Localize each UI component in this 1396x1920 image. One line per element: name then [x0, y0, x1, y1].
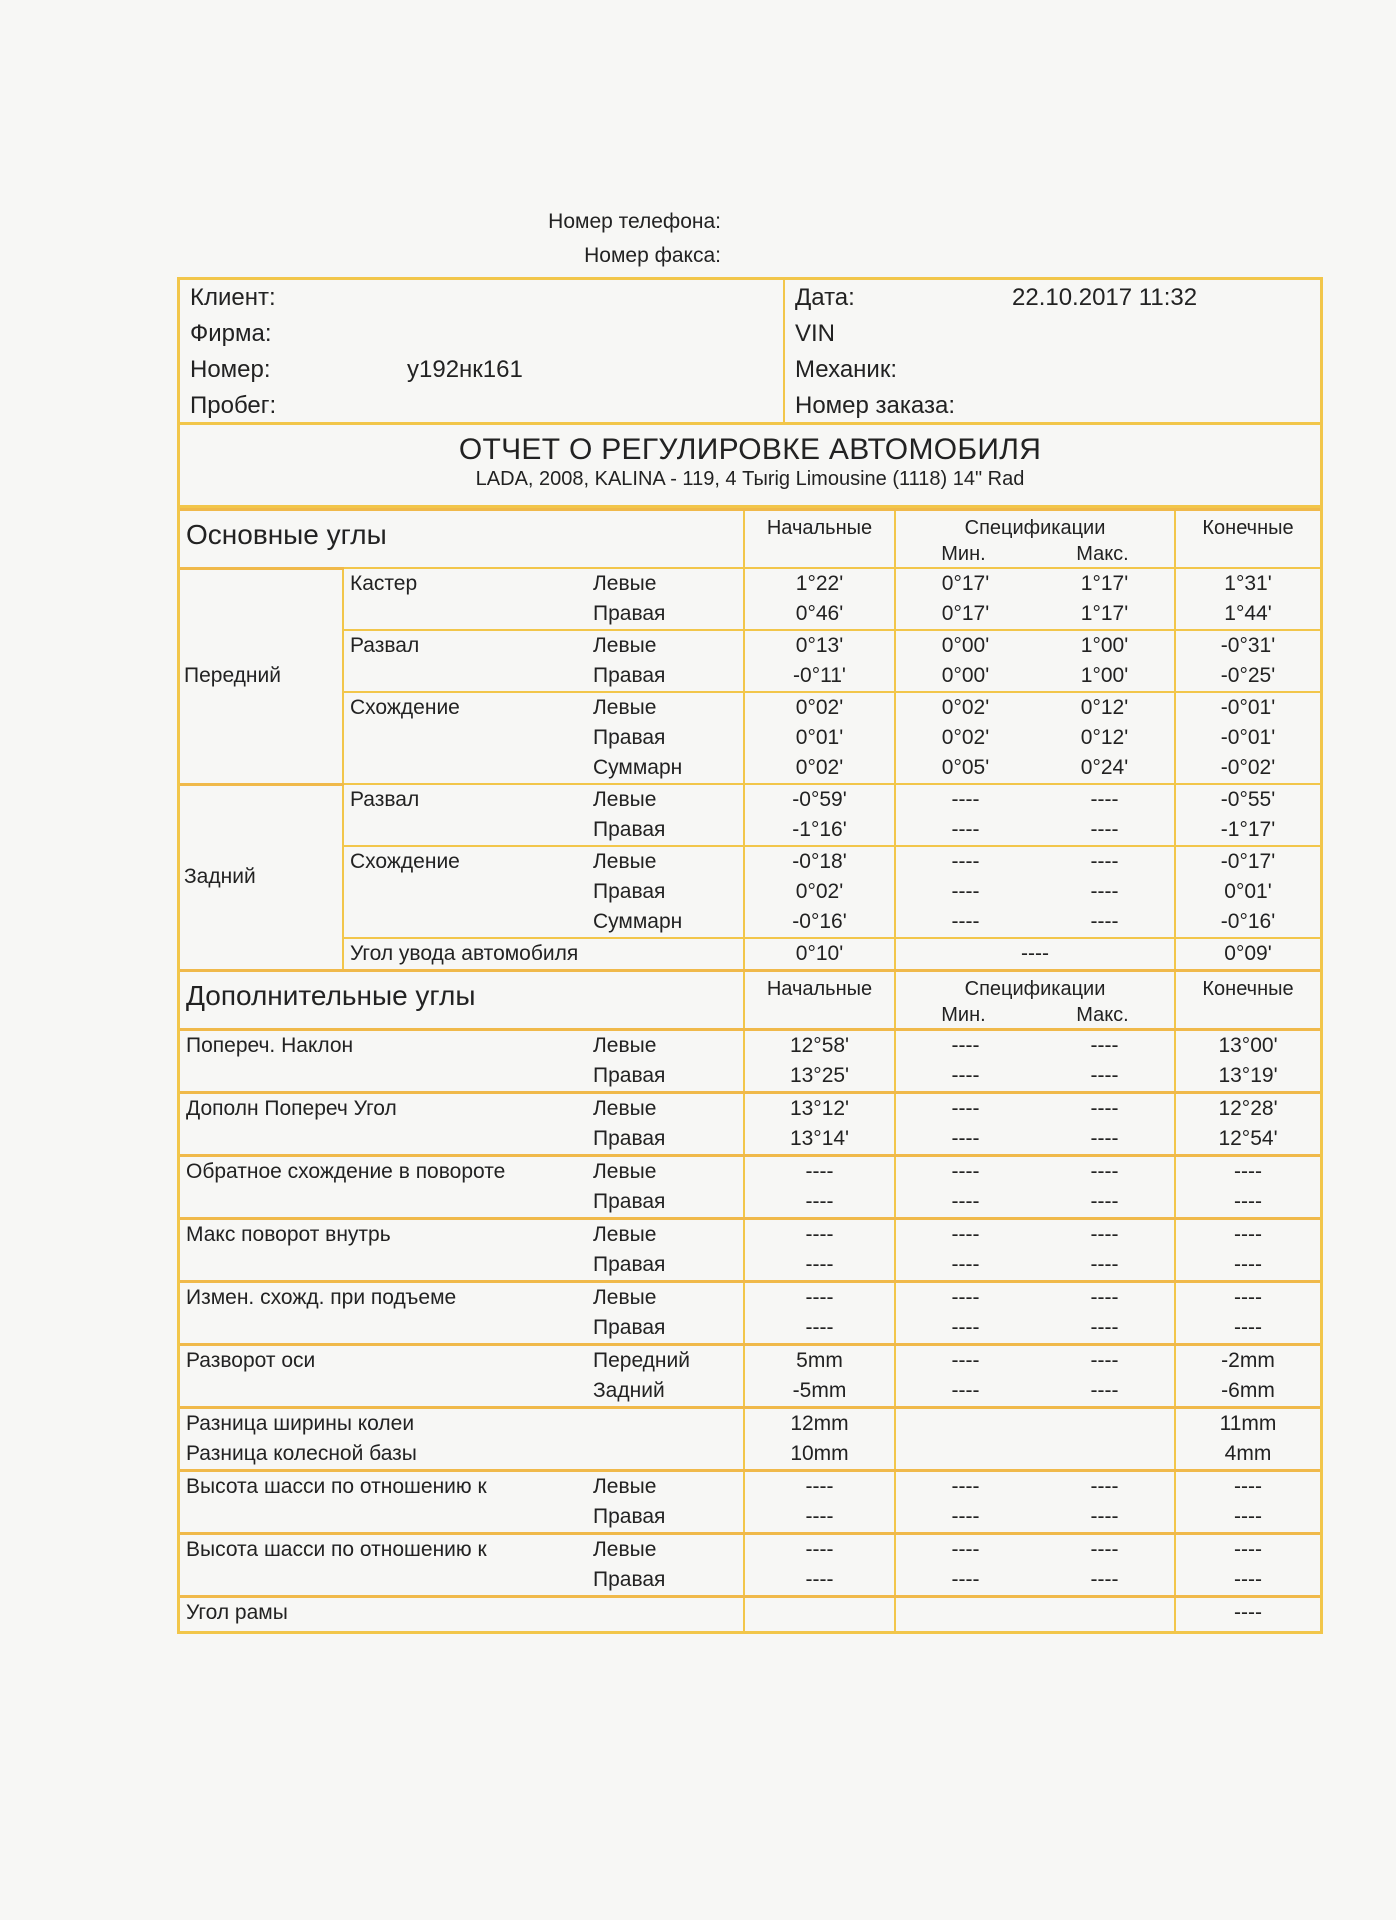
spec-value: ----	[895, 938, 1175, 971]
final-value: ----	[1175, 1250, 1320, 1282]
initial-value: 5mm	[744, 1345, 895, 1377]
table-row	[180, 1345, 1320, 1377]
side-label: Задний	[593, 1379, 665, 1402]
info-row	[795, 280, 1310, 316]
max-value: 1°17'	[1080, 602, 1129, 625]
initial-value: ----	[744, 1156, 895, 1188]
table-row	[180, 938, 1320, 971]
final-value: 12°28'	[1175, 1093, 1320, 1125]
max-value	[1035, 1439, 1175, 1471]
parameter-name: Высота шасси по отношению к	[180, 1534, 593, 1597]
info-value: у192нк161	[407, 356, 523, 383]
final-value: 13°19'	[1175, 1061, 1320, 1093]
parameter-name: Угол рамы	[180, 1597, 593, 1631]
min-value: ----	[895, 1093, 1035, 1125]
report-info	[180, 280, 1320, 425]
info-value: 22.10.2017 11:32	[1012, 284, 1198, 311]
min-value: ----	[895, 877, 1035, 907]
initial-value: 0°46'	[744, 599, 895, 630]
table-row	[180, 1030, 1320, 1062]
side-label	[593, 1439, 744, 1471]
table-row	[180, 630, 1320, 661]
info-label: Фирма:	[190, 320, 272, 347]
side-label: Правая	[593, 880, 666, 903]
final-value: ----	[1175, 1471, 1320, 1503]
final-value: -0°55'	[1175, 784, 1320, 815]
final-value: ----	[1175, 1282, 1320, 1314]
info-label: Дата:	[795, 284, 855, 311]
side-label: Правая	[593, 1505, 666, 1528]
initial-value: ----	[744, 1502, 895, 1534]
max-value	[1035, 1597, 1175, 1631]
parameter-name: Разворот оси	[180, 1345, 593, 1408]
client-info	[180, 280, 785, 422]
side-label	[593, 1597, 744, 1631]
side-label: Левые	[593, 1030, 744, 1062]
initial-value: 0°02'	[744, 692, 895, 723]
min-value: ----	[895, 784, 1035, 815]
side-label: Суммарн	[593, 910, 683, 933]
initial-value: 0°10'	[744, 938, 895, 971]
final-value: 4mm	[1175, 1439, 1320, 1471]
table-row	[180, 1534, 1320, 1566]
table-row	[180, 1408, 1320, 1440]
min-value: ----	[895, 1156, 1035, 1188]
initial-value: ----	[744, 1534, 895, 1566]
initial-column-header: Начальные	[744, 510, 895, 569]
parameter-name: Развал	[343, 630, 593, 692]
side-label: Левые	[593, 1471, 744, 1503]
side-label: Левые	[593, 1219, 744, 1251]
parameter-name: Развал	[343, 784, 593, 846]
axle-label: Задний	[180, 784, 343, 971]
initial-value: 0°02'	[744, 877, 895, 907]
final-value: ----	[1175, 1565, 1320, 1597]
final-value: ----	[1175, 1187, 1320, 1219]
min-value	[895, 1439, 1035, 1471]
table-row	[180, 1282, 1320, 1314]
title-block	[180, 425, 1320, 508]
side-label: Левые	[593, 630, 744, 661]
initial-value: -0°16'	[744, 907, 895, 938]
final-value: -0°16'	[1175, 907, 1320, 938]
info-label: VIN	[795, 320, 836, 347]
final-value: -1°17'	[1175, 815, 1320, 846]
spec-column-header	[895, 971, 1175, 1030]
side-label: Левые	[593, 1282, 744, 1314]
vehicle-description: LADA, 2008, KALINA - 119, 4 Тыrig Limousine (1118) 14" Rad	[475, 468, 1025, 490]
side-label: Правая	[593, 1568, 666, 1591]
initial-value: 13°14'	[744, 1124, 895, 1156]
max-value: ----	[1035, 784, 1175, 815]
max-value: ----	[1090, 880, 1119, 903]
additional-angles-header	[180, 971, 1320, 1030]
max-value: ----	[1090, 1568, 1119, 1591]
min-value: 0°00'	[895, 630, 1035, 661]
parameter-name: Обратное схождение в повороте	[180, 1156, 593, 1219]
side-label: Левые	[593, 1156, 744, 1188]
side-label: Передний	[593, 1345, 744, 1377]
max-label: Макс.	[1076, 1004, 1129, 1026]
min-value: ----	[895, 846, 1035, 877]
info-label: Номер заказа:	[795, 392, 956, 419]
initial-value: -1°16'	[744, 815, 895, 846]
initial-column-header: Начальные	[744, 971, 895, 1030]
info-row	[190, 316, 773, 352]
final-value: -6mm	[1175, 1376, 1320, 1408]
info-row	[795, 388, 1310, 424]
max-value: ----	[1035, 1534, 1175, 1566]
initial-value: 1°22'	[744, 568, 895, 599]
side-label: Правая	[593, 602, 666, 625]
parameter-name: Измен. схожд. при подъеме	[180, 1282, 593, 1345]
axle-label: Передний	[180, 568, 343, 784]
side-label: Правая	[593, 1190, 666, 1213]
side-label: Левые	[593, 846, 744, 877]
parameter-name: Дополн Попереч Угол	[180, 1093, 593, 1156]
max-value: ----	[1090, 1379, 1119, 1402]
table-row	[180, 1219, 1320, 1251]
info-row	[795, 316, 1310, 352]
final-value: -0°25'	[1175, 661, 1320, 692]
side-label: Левые	[593, 1093, 744, 1125]
min-value: ----	[895, 1502, 1035, 1534]
min-value: ----	[895, 1219, 1035, 1251]
min-value: ----	[895, 1376, 1035, 1408]
final-column-header: Конечные	[1175, 510, 1320, 569]
alignment-report	[177, 277, 1323, 1634]
final-value: -2mm	[1175, 1345, 1320, 1377]
side-label: Правая	[593, 818, 666, 841]
side-label: Левые	[593, 692, 744, 723]
initial-value: 0°01'	[744, 723, 895, 753]
max-value: 1°17'	[1035, 568, 1175, 599]
side-label: Правая	[593, 664, 666, 687]
initial-value: -0°11'	[744, 661, 895, 692]
final-value: ----	[1175, 1502, 1320, 1534]
initial-value: 13°25'	[744, 1061, 895, 1093]
spec-label: Спецификации	[964, 517, 1106, 539]
min-value: ----	[895, 907, 1035, 938]
initial-value: 0°13'	[744, 630, 895, 661]
min-value: ----	[895, 1534, 1035, 1566]
final-value: 1°44'	[1175, 599, 1320, 630]
table-row	[180, 1156, 1320, 1188]
initial-value: ----	[744, 1250, 895, 1282]
max-value: ----	[1035, 1471, 1175, 1503]
info-label: Пробег:	[190, 392, 277, 419]
min-label: Мин.	[941, 543, 986, 565]
max-value: ----	[1090, 1190, 1119, 1213]
min-value: ----	[895, 1565, 1035, 1597]
initial-value: -5mm	[744, 1376, 895, 1408]
max-value: ----	[1035, 1219, 1175, 1251]
min-value: ----	[895, 1313, 1035, 1345]
spec-subheaders	[896, 1002, 1174, 1028]
max-value: ----	[1090, 1316, 1119, 1339]
final-value: -0°02'	[1175, 753, 1320, 784]
initial-value: 12mm	[744, 1408, 895, 1440]
max-value: ----	[1090, 910, 1119, 933]
parameter-name: Схождение	[343, 846, 593, 938]
final-value: -0°17'	[1175, 846, 1320, 877]
min-value: 0°00'	[895, 661, 1035, 692]
initial-value: ----	[744, 1313, 895, 1345]
additional-angles-title: Дополнительные углы	[180, 971, 744, 1030]
side-label: Правая	[593, 1253, 666, 1276]
initial-value: 10mm	[744, 1439, 895, 1471]
info-label: Номер:	[190, 356, 271, 383]
initial-value: -0°59'	[744, 784, 895, 815]
max-value: 0°12'	[1035, 692, 1175, 723]
max-value	[1035, 1408, 1175, 1440]
max-value: ----	[1090, 1064, 1119, 1087]
info-row	[795, 352, 1310, 388]
min-value: ----	[895, 1124, 1035, 1156]
table-row	[180, 1093, 1320, 1125]
side-label: Правая	[593, 726, 666, 749]
final-value: 12°54'	[1175, 1124, 1320, 1156]
min-label: Мин.	[941, 1004, 986, 1026]
table-row	[180, 1439, 1320, 1471]
side-label: Левые	[593, 568, 744, 599]
final-value: 0°09'	[1175, 938, 1320, 971]
max-value: ----	[1035, 1156, 1175, 1188]
min-value: ----	[895, 1187, 1035, 1219]
initial-value: -0°18'	[744, 846, 895, 877]
initial-value: ----	[744, 1187, 895, 1219]
initial-value	[744, 1597, 895, 1631]
max-value: 1°00'	[1080, 664, 1129, 687]
initial-value: 13°12'	[744, 1093, 895, 1125]
parameter-name: Попереч. Наклон	[180, 1030, 593, 1093]
min-value: 0°17'	[895, 599, 1035, 630]
side-label: Правая	[593, 1127, 666, 1150]
max-value: ----	[1090, 818, 1119, 841]
initial-value: ----	[744, 1219, 895, 1251]
max-value: 0°24'	[1080, 756, 1129, 779]
min-value: ----	[895, 1030, 1035, 1062]
min-value: 0°17'	[895, 568, 1035, 599]
final-value: -0°01'	[1175, 723, 1320, 753]
info-row	[190, 352, 773, 388]
parameter-name: Макс поворот внутрь	[180, 1219, 593, 1282]
min-value: ----	[895, 1061, 1035, 1093]
max-value: ----	[1035, 1282, 1175, 1314]
parameter-name: Кастер	[343, 568, 593, 630]
table-row	[180, 1471, 1320, 1503]
side-label: Правая	[593, 1064, 666, 1087]
final-column-header: Конечные	[1175, 971, 1320, 1030]
order-info	[785, 280, 1320, 422]
parameter-name: Разница ширины колеи	[180, 1408, 593, 1440]
final-value: 0°01'	[1175, 877, 1320, 907]
min-value: ----	[895, 1250, 1035, 1282]
parameter-name: Угол увода автомобиля	[343, 938, 744, 971]
initial-value: ----	[744, 1565, 895, 1597]
min-value: 0°02'	[895, 692, 1035, 723]
parameter-name: Разница колесной базы	[186, 1442, 417, 1465]
basic-angles-header	[180, 510, 1320, 569]
final-value: 1°31'	[1175, 568, 1320, 599]
final-value: 13°00'	[1175, 1030, 1320, 1062]
max-label: Макс.	[1076, 543, 1129, 565]
final-value: ----	[1175, 1156, 1320, 1188]
max-value: ----	[1090, 1505, 1119, 1528]
measurements-table	[180, 508, 1320, 1631]
info-label: Механик:	[795, 356, 897, 383]
parameter-name: Высота шасси по отношению к	[180, 1471, 593, 1534]
final-value: -0°31'	[1175, 630, 1320, 661]
initial-value: 0°02'	[744, 753, 895, 784]
max-value: ----	[1035, 1345, 1175, 1377]
table-row	[180, 784, 1320, 815]
spec-subheaders	[896, 541, 1174, 567]
info-label: Клиент:	[190, 284, 276, 311]
max-value: ----	[1090, 1127, 1119, 1150]
min-value: ----	[895, 1345, 1035, 1377]
table-row	[180, 1597, 1320, 1631]
min-value: 0°05'	[895, 753, 1035, 784]
parameter-name: Схождение	[343, 692, 593, 784]
min-value	[895, 1408, 1035, 1440]
min-value: ----	[895, 1282, 1035, 1314]
max-value: ----	[1035, 1093, 1175, 1125]
initial-value: ----	[744, 1282, 895, 1314]
table-row	[180, 568, 1320, 599]
spec-column-header	[895, 510, 1175, 569]
side-label: Правая	[593, 1316, 666, 1339]
side-label: Левые	[593, 1534, 744, 1566]
final-value: ----	[1175, 1534, 1320, 1566]
max-value: ----	[1035, 1030, 1175, 1062]
report-title: ОТЧЕТ О РЕГУЛИРОВКЕ АВТОМОБИЛЯ	[458, 433, 1042, 466]
max-value: ----	[1090, 1253, 1119, 1276]
side-label: Суммарн	[593, 756, 683, 779]
final-value: ----	[1175, 1219, 1320, 1251]
final-value: 11mm	[1175, 1408, 1320, 1440]
initial-value: 12°58'	[744, 1030, 895, 1062]
max-value: 0°12'	[1080, 726, 1129, 749]
initial-value: ----	[744, 1471, 895, 1503]
spec-label: Спецификации	[964, 978, 1106, 1000]
basic-angles-title: Основные углы	[180, 510, 744, 569]
table-row	[180, 846, 1320, 877]
phone-label: Номер телефона:	[548, 210, 721, 233]
table-row	[180, 692, 1320, 723]
min-value: 0°02'	[895, 723, 1035, 753]
max-value: 1°00'	[1035, 630, 1175, 661]
side-label	[593, 1408, 744, 1440]
min-value	[895, 1597, 1035, 1631]
fax-label: Номер факса:	[584, 244, 721, 267]
final-value: -0°01'	[1175, 692, 1320, 723]
final-value: ----	[1175, 1313, 1320, 1345]
min-value: ----	[895, 815, 1035, 846]
info-row	[190, 280, 773, 316]
min-value: ----	[895, 1471, 1035, 1503]
max-value: ----	[1035, 846, 1175, 877]
info-row	[190, 388, 773, 424]
final-value: ----	[1175, 1597, 1320, 1631]
side-label: Левые	[593, 784, 744, 815]
